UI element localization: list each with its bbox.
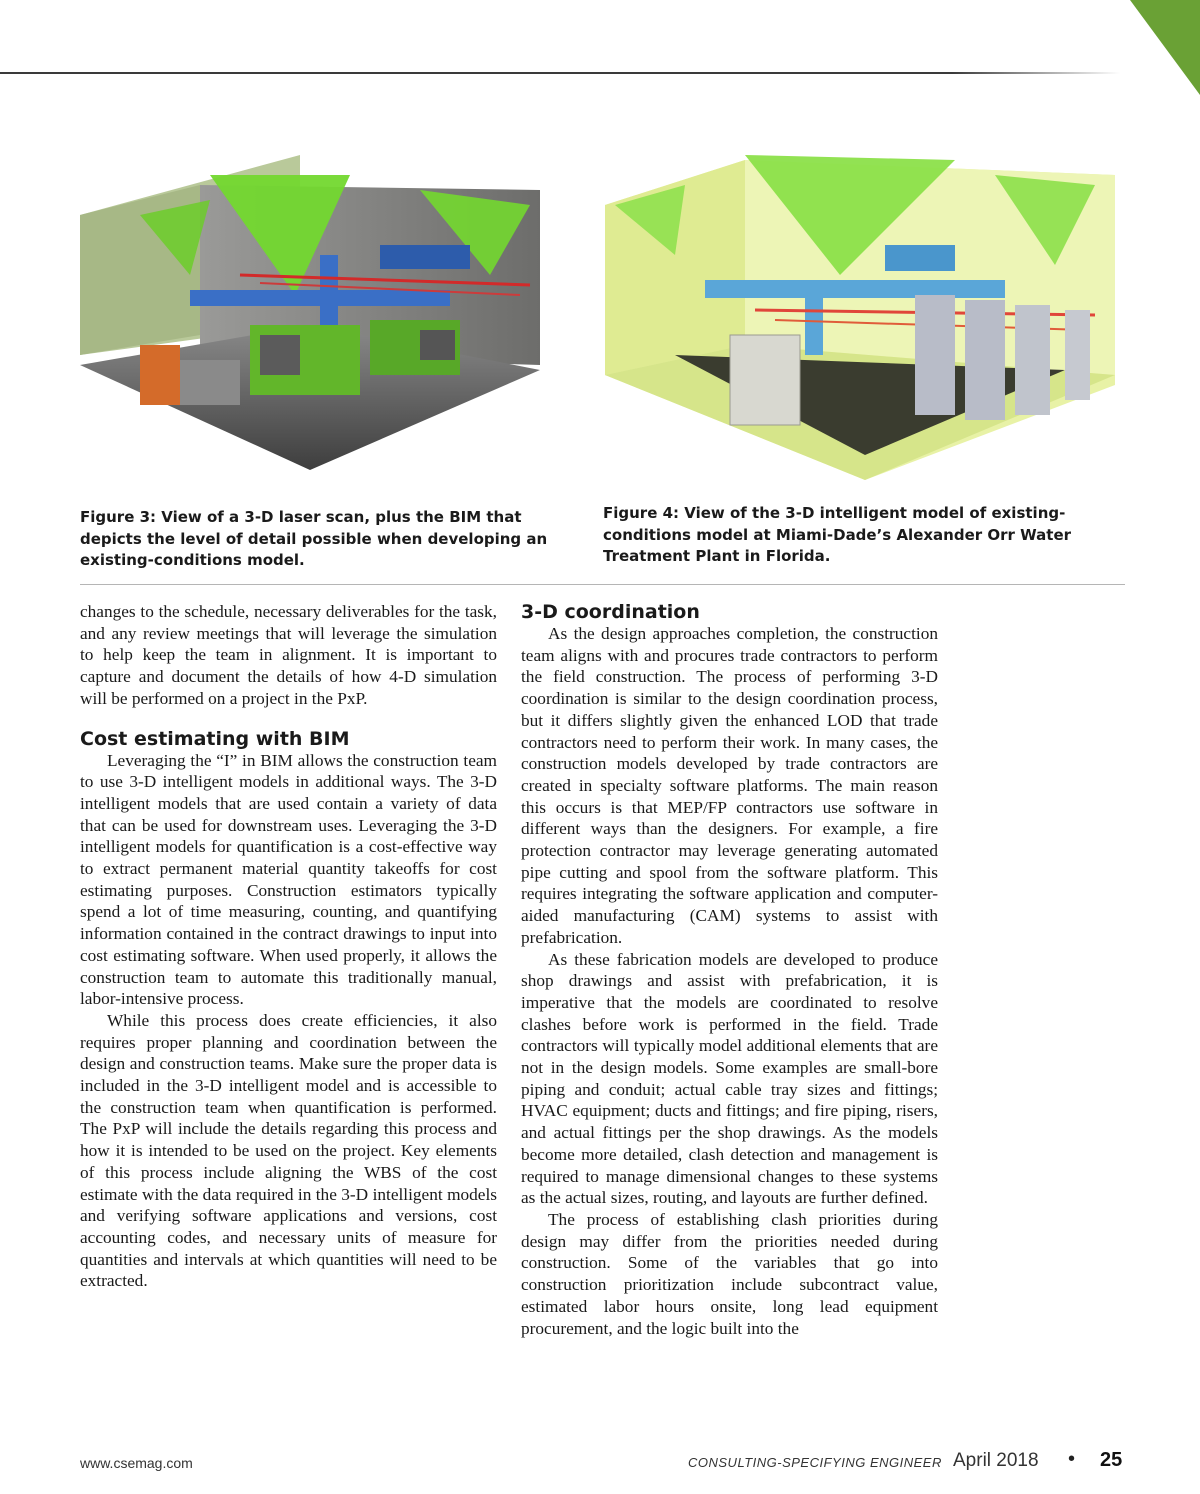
paragraph-continued: changes to the schedule, necessary deliverables for the task, and any review meetings that will leverage the simulation to help keep the team in alignment. It is important to capture and document the details of how 4-D simulation will be performed on a project in the PxP.: [80, 602, 497, 708]
figure-3-caption: Figure 3: View of a 3-D laser scan, plus the BIM that depicts the level of detail possible when developing an existing-conditions model.: [80, 508, 548, 569]
figure-4-caption: Figure 4: View of the 3-D intelligent model of existing-conditions model at Miami-Dade’s Alexander Orr Water Treatment Plant in Florida.: [603, 504, 1072, 565]
section-heading-3d-coordination: 3-D coordination: [521, 601, 700, 623]
paragraph: As these fabrication models are developed to produce shop drawings and assist with prefabrication, it is imperative that the models are coordinated to resolve clashes before work is performed in the field. Trade contractors will typically model additional elements that are not in the design models. Some examples are small-bore piping and conduit; actual cable tray sizes and fittings; HVAC equipment; ducts and fittings; and fire piping, risers, and actual fittings per the shop drawings. As the models become more detailed, clash detection and management is required to manage dimensional changes to these systems as the actual sizes, routing, and layouts are further defined.: [521, 949, 938, 1208]
footer-bullet: •: [1068, 1448, 1076, 1470]
paragraph: As the design approaches completion, the construction team aligns with and procures trade contractors to perform the field construction. The process of performing 3-D coordination is similar to the design coordination process, but it differs slightly given the enhanced LOD that trade contractors need to perform their work. In many cases, the construction models developed by trade contractors are created in specialty software platforms. The main reason this occurs is that MEP/FP contractors use software in different ways than the designers. For example, a fire protection contractor may leverage generating automated pipe cutting and spool from the software platform. This requires integrating the software application and computer-aided manufacturing (CAM) systems to assist with prefabrication.: [521, 624, 938, 947]
section-heading-cost-estimating: Cost estimating with BIM: [80, 727, 350, 750]
figure-3-laser-scan-image: [60, 135, 580, 495]
top-rule: [0, 72, 1120, 74]
footer-website: www.csemag.com: [80, 1455, 193, 1471]
caption-divider: [80, 584, 1125, 585]
article-column-left: [80, 601, 497, 1292]
figure-4-bim-model-image: [595, 135, 1125, 495]
footer-issue-date: April 2018: [953, 1450, 1039, 1471]
footer-magazine-name: CONSULTING-SPECIFYING ENGINEER: [688, 1455, 942, 1470]
corner-tab-graphic: [1040, 0, 1200, 110]
page-number: 25: [1100, 1449, 1123, 1471]
paragraph: The process of establishing clash priorities during design may differ from the priorities needed during construction. Some of the variables that go into construction prioritization include subcontract value, estimated labor hours onsite, long lead equipment procurement, and the logic built into the: [521, 1209, 938, 1338]
paragraph: While this process does create efficiencies, it also requires proper planning and coordination between the design and construction teams. Make sure the proper data is included in the 3-D intelligent model and is accessible to the construction team when quantification is performed. The PxP will include the details regarding this process and how it is intended to be used on the project. Key elements of this process include aligning the WBS of the cost estimate with the data required in the 3-D intelligent models and verifying software applications and versions, cost accounting codes, and necessary units of measure for quantities and intervals at which quantities will need to be extracted.: [80, 1010, 497, 1291]
article-column-right: [521, 601, 938, 1339]
paragraph: Leveraging the “I” in BIM allows the construction team to use 3-D intelligent models in additional ways. The 3-D intelligent models that are used contain a variety of data that can be used for downstream uses. Leveraging the 3-D intelligent models for quantification is a cost-effective way to extract permanent material quantity takeoffs for cost estimating purposes. Construction estimators typically spend a lot of time measuring, counting, and quantifying information contained in the contract drawings to input into cost estimating software. When used properly, it allows the construction team to automate this traditionally manual, labor-intensive process.: [80, 750, 497, 1009]
